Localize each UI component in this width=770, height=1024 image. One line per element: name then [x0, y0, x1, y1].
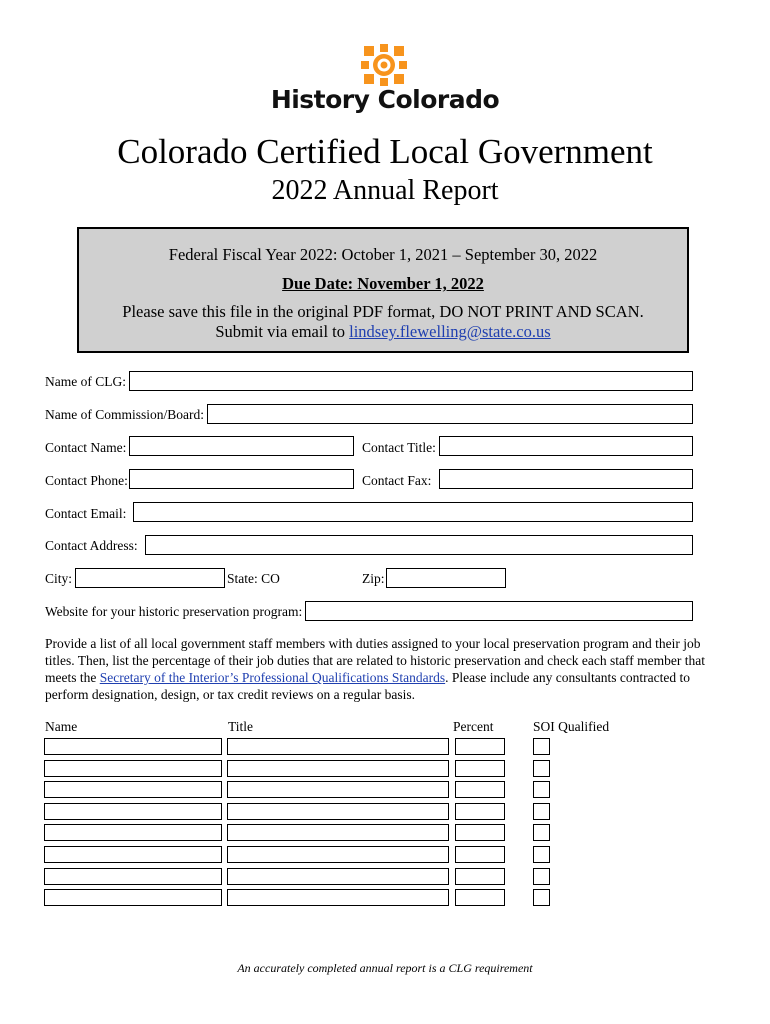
- staff-title-cell[interactable]: [227, 738, 449, 755]
- staff-percent-cell[interactable]: [455, 824, 505, 841]
- instructions-part1: Provide a list of all local government staff members with duties assigned to your local preservation program and their job titles. Then, list the percentage of their job duties that are related to historic preservation and check each staff member that meets the: [45, 636, 706, 685]
- staff-title-cell[interactable]: [227, 868, 449, 885]
- staff-name-cell[interactable]: [44, 889, 222, 906]
- contact-fax-label: Contact Fax:: [362, 473, 432, 488]
- save-note-text: Please save this file in the original PDF format, DO NOT PRINT AND SCAN.: [122, 302, 644, 321]
- staff-name-cell[interactable]: [44, 824, 222, 841]
- logo-wordmark: History Colorado: [270, 85, 500, 114]
- page-subtitle: 2022 Annual Report: [271, 175, 499, 206]
- staff-percent-cell[interactable]: [455, 781, 505, 798]
- staff-percent-cell[interactable]: [455, 846, 505, 863]
- staff-name-cell[interactable]: [44, 803, 222, 820]
- city-field[interactable]: [75, 568, 225, 588]
- contact-address-field[interactable]: [145, 535, 693, 555]
- submit-line: [79, 322, 687, 342]
- soi-qualified-checkbox[interactable]: [533, 868, 550, 885]
- contact-email-label: Contact Email:: [45, 506, 127, 521]
- soi-qualified-checkbox[interactable]: [533, 803, 550, 820]
- staff-title-cell[interactable]: [227, 803, 449, 820]
- contact-phone-field[interactable]: [129, 469, 354, 489]
- staff-title-cell[interactable]: [227, 846, 449, 863]
- soi-qualified-checkbox[interactable]: [533, 889, 550, 906]
- column-header-name: Name: [45, 719, 78, 734]
- staff-title-cell[interactable]: [227, 781, 449, 798]
- column-header-title: Title: [228, 719, 254, 734]
- contact-email-field[interactable]: [133, 502, 693, 522]
- staff-name-cell[interactable]: [44, 846, 222, 863]
- contact-name-field[interactable]: [129, 436, 354, 456]
- city-label: City:: [45, 571, 73, 586]
- staff-name-cell[interactable]: [44, 781, 222, 798]
- staff-title-cell[interactable]: [227, 760, 449, 777]
- page-title: Colorado Certified Local Government: [117, 132, 653, 171]
- fiscal-year-text: Federal Fiscal Year 2022: October 1, 2021 – September 30, 2022: [168, 245, 598, 264]
- column-header-percent: Percent: [453, 719, 494, 734]
- staff-percent-cell[interactable]: [455, 889, 505, 906]
- staff-title-cell[interactable]: [227, 824, 449, 841]
- contact-fax-field[interactable]: [439, 469, 693, 489]
- contact-phone-label: Contact Phone:: [45, 473, 128, 488]
- column-header-soi: SOI Qualified: [533, 719, 610, 734]
- zip-label: Zip:: [362, 571, 385, 586]
- soi-qualified-checkbox[interactable]: [533, 824, 550, 841]
- submit-prefix: Submit via email to: [215, 322, 350, 341]
- instructions-text: [45, 635, 705, 703]
- soi-qualified-checkbox[interactable]: [533, 738, 550, 755]
- footer-note: An accurately completed annual report is a CLG requirement: [237, 961, 533, 975]
- info-box: [77, 227, 689, 353]
- website-field[interactable]: [305, 601, 693, 621]
- staff-percent-cell[interactable]: [455, 738, 505, 755]
- clg-name-label: Name of CLG:: [45, 374, 126, 389]
- commission-label: Name of Commission/Board:: [45, 407, 204, 422]
- zip-field[interactable]: [386, 568, 506, 588]
- staff-percent-cell[interactable]: [455, 803, 505, 820]
- history-colorado-logo-icon: [361, 44, 407, 86]
- soi-qualified-checkbox[interactable]: [533, 781, 550, 798]
- contact-title-field[interactable]: [439, 436, 693, 456]
- staff-percent-cell[interactable]: [455, 868, 505, 885]
- contact-address-label: Contact Address:: [45, 538, 138, 553]
- soi-qualified-checkbox[interactable]: [533, 760, 550, 777]
- soi-standards-link[interactable]: Secretary of the Interior’s Professional Qualifications Standards: [99, 670, 446, 685]
- clg-name-field[interactable]: [129, 371, 693, 391]
- contact-name-label: Contact Name:: [45, 440, 127, 455]
- email-link[interactable]: lindsey.flewelling@state.co.us: [349, 322, 551, 341]
- staff-name-cell[interactable]: [44, 760, 222, 777]
- contact-title-label: Contact Title:: [362, 440, 436, 455]
- website-label: Website for your historic preservation program:: [45, 604, 303, 619]
- staff-percent-cell[interactable]: [455, 760, 505, 777]
- staff-name-cell[interactable]: [44, 738, 222, 755]
- staff-name-cell[interactable]: [44, 868, 222, 885]
- staff-title-cell[interactable]: [227, 889, 449, 906]
- soi-qualified-checkbox[interactable]: [533, 846, 550, 863]
- state-label: State: CO: [227, 571, 280, 586]
- commission-field[interactable]: [207, 404, 693, 424]
- instructions-part2: . Please include any consultants contracted to perform designation, design, or tax credit reviews on a regular basis.: [45, 670, 690, 702]
- due-date-text: Due Date: November 1, 2022: [282, 274, 484, 293]
